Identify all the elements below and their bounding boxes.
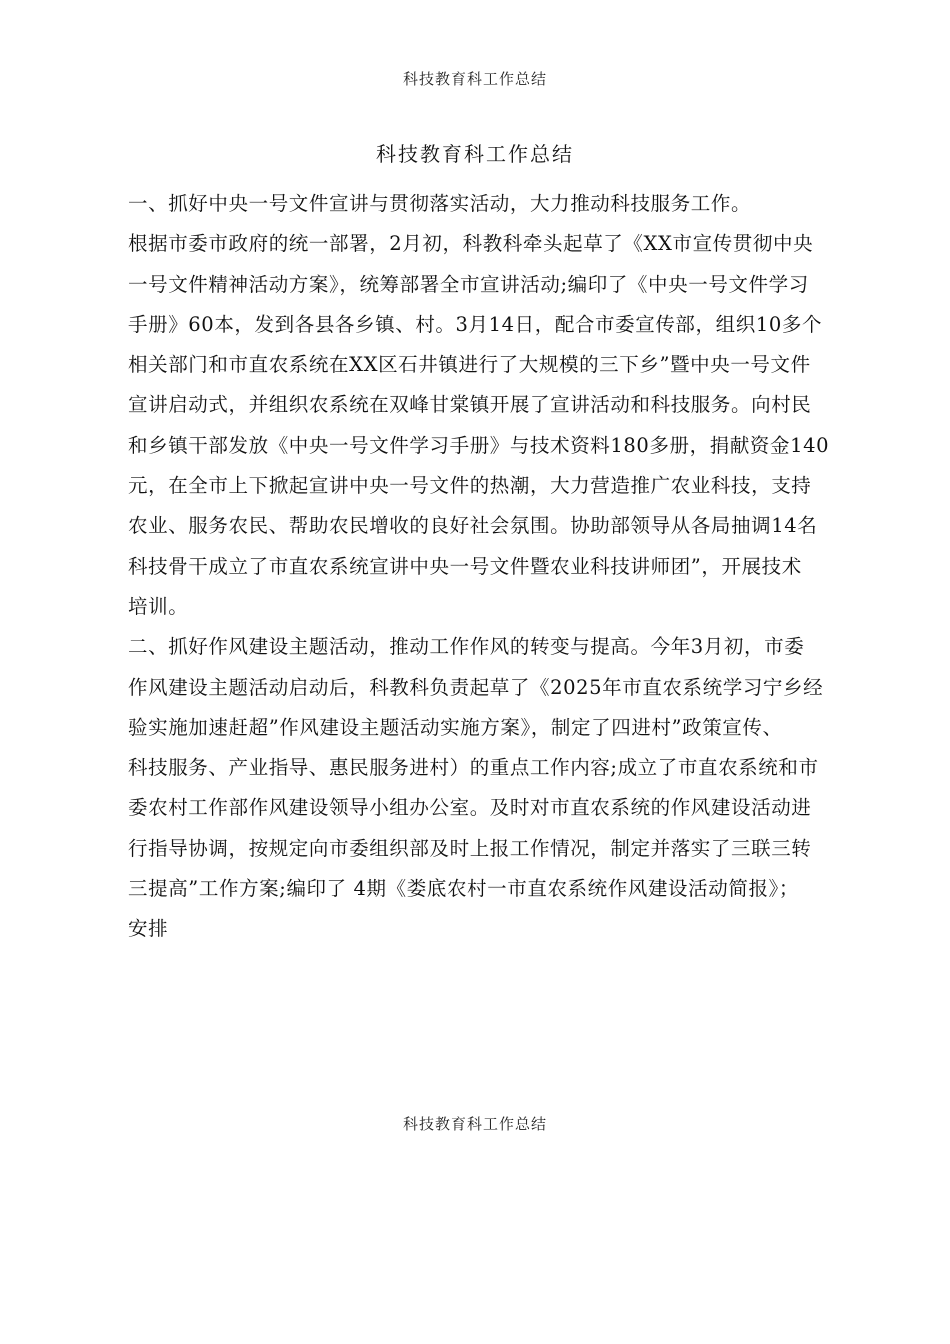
- body-line: 一号文件精神活动方案》，统筹部署全市宣讲活动;编印了《中央一号文件学习: [128, 272, 809, 296]
- body-line: 作风建设主题活动启动后，科教科负责起草了《2025年市直农系统学习宁乡经: [128, 675, 824, 699]
- body-line: 宣讲启动式，并组织农系统在双峰甘棠镇开展了宣讲活动和科技服务。向村民: [128, 393, 812, 417]
- body-line: 农业、服务农民、帮助农民增收的良好社会氛围。协助部领导从各局抽调14名: [128, 514, 818, 538]
- body-line: 手册》60本，发到各县各乡镇、村。3月14日，配合市委宣传部，组织10多个: [128, 312, 823, 336]
- body-line: 验实施加速赶超”作风建设主题活动实施方案》，制定了四进村”政策宣传、: [128, 715, 783, 739]
- body-line: 和乡镇干部发放《中央一号文件学习手册》与技术资料180多册，捐献资金140: [128, 433, 830, 457]
- body-line: 委农村工作部作风建设领导小组办公室。及时对市直农系统的作风建设活动进: [128, 796, 812, 820]
- body-line: 三提高”工作方案;编印了 4期《娄底农村一市直农系统作风建设活动简报》；: [128, 877, 799, 901]
- running-footer: 科技教育科工作总结: [402, 1115, 547, 1133]
- document-title: 科技教育科工作总结: [376, 142, 574, 166]
- section-heading-1: 一、抓好中央一号文件宣讲与贯彻落实活动，大力推动科技服务工作。: [128, 192, 752, 215]
- body-line: 行指导协调，按规定向市委组织部及时上报工作情况，制定并落实了三联三转: [128, 836, 812, 860]
- body-line: 科技骨干成立了市直农系统宣讲中央一号文件暨农业科技讲师团”，开展技术: [128, 554, 802, 578]
- running-header: 科技教育科工作总结: [402, 70, 547, 88]
- document-body: [128, 184, 828, 950]
- body-line: 根据市委市政府的统一部署，2月初，科教科牵头起草了《XX市宣传贯彻中央: [128, 232, 814, 256]
- body-line: 安排: [128, 917, 169, 941]
- body-line: 元，在全市上下掀起宣讲中央一号文件的热潮，大力营造推广农业科技，支持: [128, 474, 812, 498]
- body-line: 科技服务、产业指导、惠民服务进村）的重点工作内容;成立了市直农系统和市: [128, 756, 819, 780]
- section-heading-2: 二、抓好作风建设主题活动，推动工作作风的转变与提高。今年3月初，市委: [128, 635, 805, 659]
- body-line: 相关部门和市直农系统在XX区石井镇进行了大规模的三下乡”暨中央一号文件: [128, 353, 811, 377]
- body-line: 培训。: [128, 594, 189, 618]
